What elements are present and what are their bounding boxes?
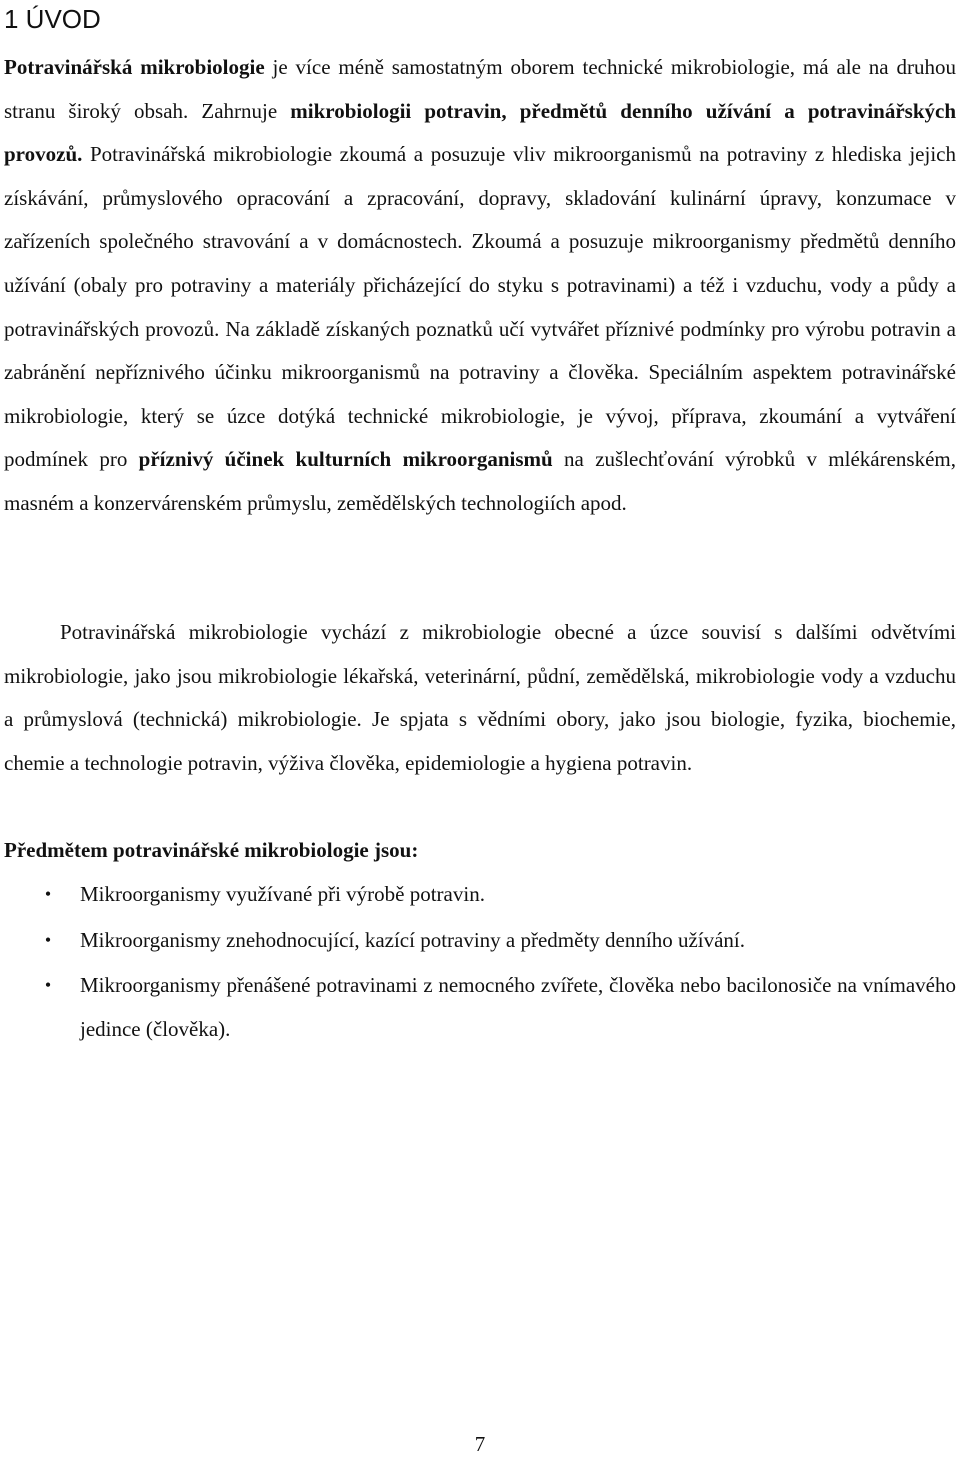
subjects-list: [0, 873, 956, 1053]
list-item: [0, 964, 956, 1051]
subjects-heading: Předmětem potravinářské mikrobiologie jsou:: [4, 838, 419, 862]
bullet-icon: •: [44, 975, 52, 996]
bold-term-cultures: příznivý účinek kulturních mikroorganismů: [138, 447, 553, 472]
list-item-text: Mikroorganismy znehodnocující, kazící potraviny a předměty denního užívání.: [80, 927, 746, 952]
relations-paragraph: Potravinářská mikrobiologie vychází z mikrobiologie obecné a úzce souvisí s dalšími odvětvími mikrobiologie, jako jsou mikrobiologie lékařská, veterinární, půdní, zemědělská, mikrobiologie vody a vzduchu a průmyslová (technická) mikrobiologie. Je spjata s vědními obory, jako jsou biologie, fyzika, biochemie, chemie a technologie potravin, výživa člověka, epidemiologie a hygiena potravin.: [4, 620, 956, 775]
list-item-text: Mikroorganismy přenášené potravinami z nemocného zvířete, člověka nebo bacilonosiče na vnímavého jedince (člověka).: [80, 973, 956, 1041]
bullet-icon: •: [44, 929, 52, 950]
bullet-icon: •: [44, 884, 52, 904]
list-item: [0, 873, 956, 917]
paragraph-text: Potravinářská mikrobiologie zkoumá a posuzuje vliv mikroorganismů na potraviny z hlediska jejich získávání, průmyslového opracování a zpracování, dopravy, skladování kulinární úpravy, konzumace v zařízeních společného stravování a v domácnostech. Zkoumá a posuzuje mikroorganismy předmětů denního užívání (obaly pro potraviny a materiály přicházející do styku s potravinami) a též i vzduchu, vody a půdy a potravinářských provozů. Na základě získaných poznatků učí vytvářet příznivé podmínky pro výrobu potravin a zabránění nepříznivého účinku mikroorganismů na potraviny a člověka. Speciálním aspektem potravinářské mikrobiologie, který se úzce dotýká technické mikrobiologie, je vývoj, příprava, zkoumání a vytváření podmínek pro: [4, 142, 956, 472]
page-number: 7: [474, 1432, 486, 1456]
paragraph-text: je více méně samostatným oborem technické mikrobiologie, má ale na druhou stranu široký obsah. Zahrnuje: [4, 55, 956, 123]
paragraph-text: na zušlechťování výrobků v mlékárenském, masném a konzervárenském průmyslu, zemědělských technologiích apod.: [4, 447, 957, 515]
chapter-heading: 1 ÚVOD: [4, 4, 101, 34]
list-item: [0, 919, 956, 963]
intro-paragraph: [4, 46, 956, 526]
bold-term-scope: mikrobiologii potravin, předmětů denního užívání a potravinářských provozů.: [4, 98, 956, 167]
bold-term-food-microbiology: Potravinářská mikrobiologie: [4, 55, 265, 79]
list-item-text: Mikroorganismy využívané při výrobě potravin.: [80, 882, 485, 906]
